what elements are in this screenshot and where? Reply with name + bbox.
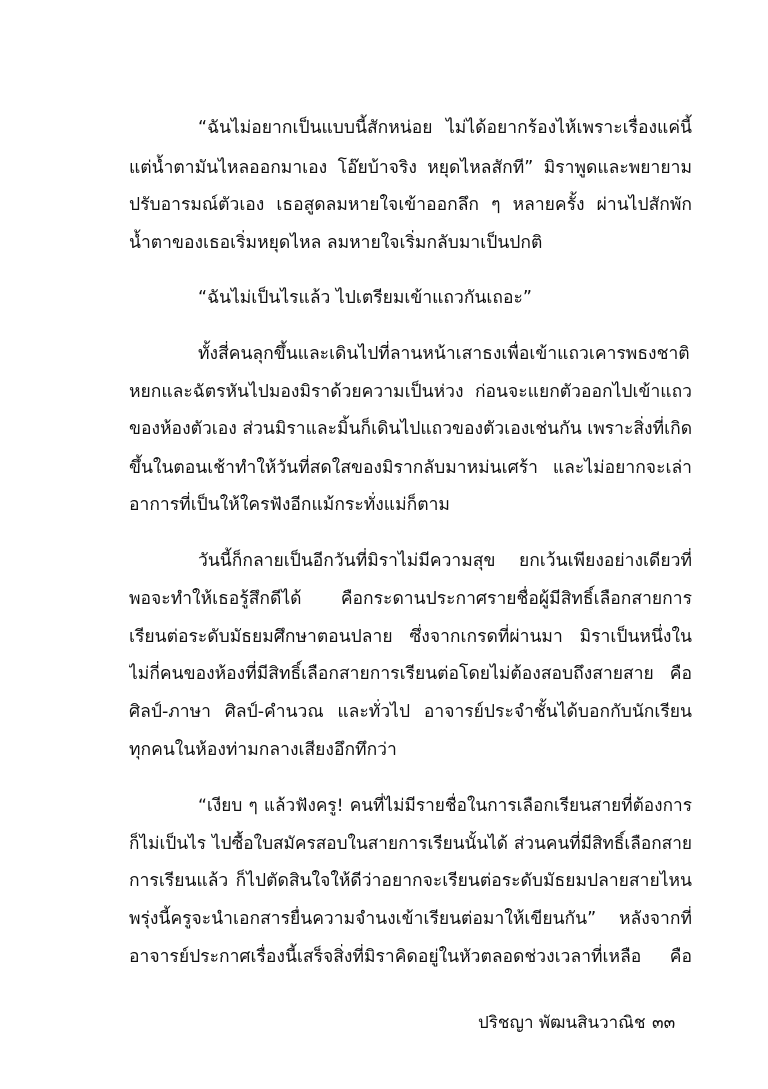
text-line: “ฉันไม่เป็นไรแล้ว ไปเตรียมเข้าแถวกันเถอะ” — [198, 288, 532, 308]
text-line: ปรับอารมณ์ตัวเอง เธอสูดลมหายใจเข้าออกลึก ๆ หลายครั้ง ผ่านไปสักพัก — [129, 195, 692, 215]
text-line: “ฉันไม่อยากเป็นแบบนี้สักหน่อย ไม่ได้อยากร้องไห้เพราะเรื่องแค่นี้ — [198, 118, 692, 138]
page-number: ๓๓ — [652, 1013, 676, 1033]
text-line: การเรียนแล้ว ก็ไปตัดสินใจให้ดีว่าอยากจะเรียนต่อระดับมัธยมปลายสายไหน — [129, 871, 692, 891]
text-line: ศิลป์-ภาษา ศิลป์-คำนวณ และทั่วไป อาจารย์ประจำชั้นได้บอกกับนักเรียน — [129, 702, 692, 722]
text-line: วันนี้ก็กลายเป็นอีกวันที่มิราไม่มีความสุข ยกเว้นเพียงอย่างเดียวที่ — [198, 551, 692, 571]
text-line: อาการที่เป็นให้ใครฟังอีกแม้กระทั่งแม่ก็ตาม — [129, 495, 450, 515]
text-line: แต่น้ำตามันไหลออกมาเอง โอ๊ยบ้าจริง หยุดไหลสักที” มิราพูดและพยายาม — [129, 158, 692, 178]
text-line: น้ำตาของเธอเริ่มหยุดไหล ลมหายใจเริ่มกลับมาเป็นปกติ — [129, 233, 543, 253]
text-line: พอจะทำให้เธอรู้สึกดีได้ คือกระดานประกาศรายชื่อผู้มีสิทธิ์เลือกสายการ — [129, 589, 692, 609]
text-line: พรุ่งนี้ครูจะนำเอกสารยื่นความจำนงเข้าเรียนต่อมาให้เขียนกัน” หลังจากที่ — [129, 909, 692, 929]
text-line: ก็ไม่เป็นไร ไปซื้อใบสมัครสอบในสายการเรียนนั้นได้ ส่วนคนที่มีสิทธิ์เลือกสาย — [129, 834, 692, 854]
text-line: อาจารย์ประกาศเรื่องนี้เสร็จสิ่งที่มิราคิดอยู่ในหัวตลอดช่วงเวลาที่เหลือ คือ — [129, 947, 692, 967]
text-line: ทุกคนในห้องท่ามกลางเสียงอึกทึกว่า — [129, 740, 397, 760]
text-line: เรียนต่อระดับมัธยมศึกษาตอนปลาย ซึ่งจากเกรดที่ผ่านมา มิราเป็นหนึ่งใน — [129, 627, 692, 647]
text-line: “เงียบ ๆ แล้วฟังครู! คนที่ไม่มีรายชื่อในการเลือกเรียนสายที่ต้องการ — [198, 796, 692, 816]
text-line: ขึ้นในตอนเช้าทำให้วันที่สดใสของมิรากลับมาหม่นเศร้า และไม่อยากจะเล่า — [129, 458, 692, 478]
text-line: หยกและฉัตรหันไปมองมิราด้วยความเป็นห่วง ก่อนจะแยกตัวออกไปเข้าแถว — [129, 382, 692, 402]
text-line: ไม่กี่คนของห้องที่มีสิทธิ์เลือกสายการเรียนต่อโดยไม่ต้องสอบถึงสายสาย คือ — [129, 664, 692, 684]
text-line: ของห้องตัวเอง ส่วนมิราและมิ้นก็เดินไปแถวของตัวเองเช่นกัน เพราะสิ่งที่เกิด — [129, 419, 692, 439]
author-name: ปริชญา พัฒนสินวาณิช — [478, 1013, 646, 1033]
text-line: ทั้งสี่คนลุกขึ้นและเดินไปที่ลานหน้าเสาธงเพื่อเข้าแถวเคารพธงชาติ — [198, 344, 690, 364]
